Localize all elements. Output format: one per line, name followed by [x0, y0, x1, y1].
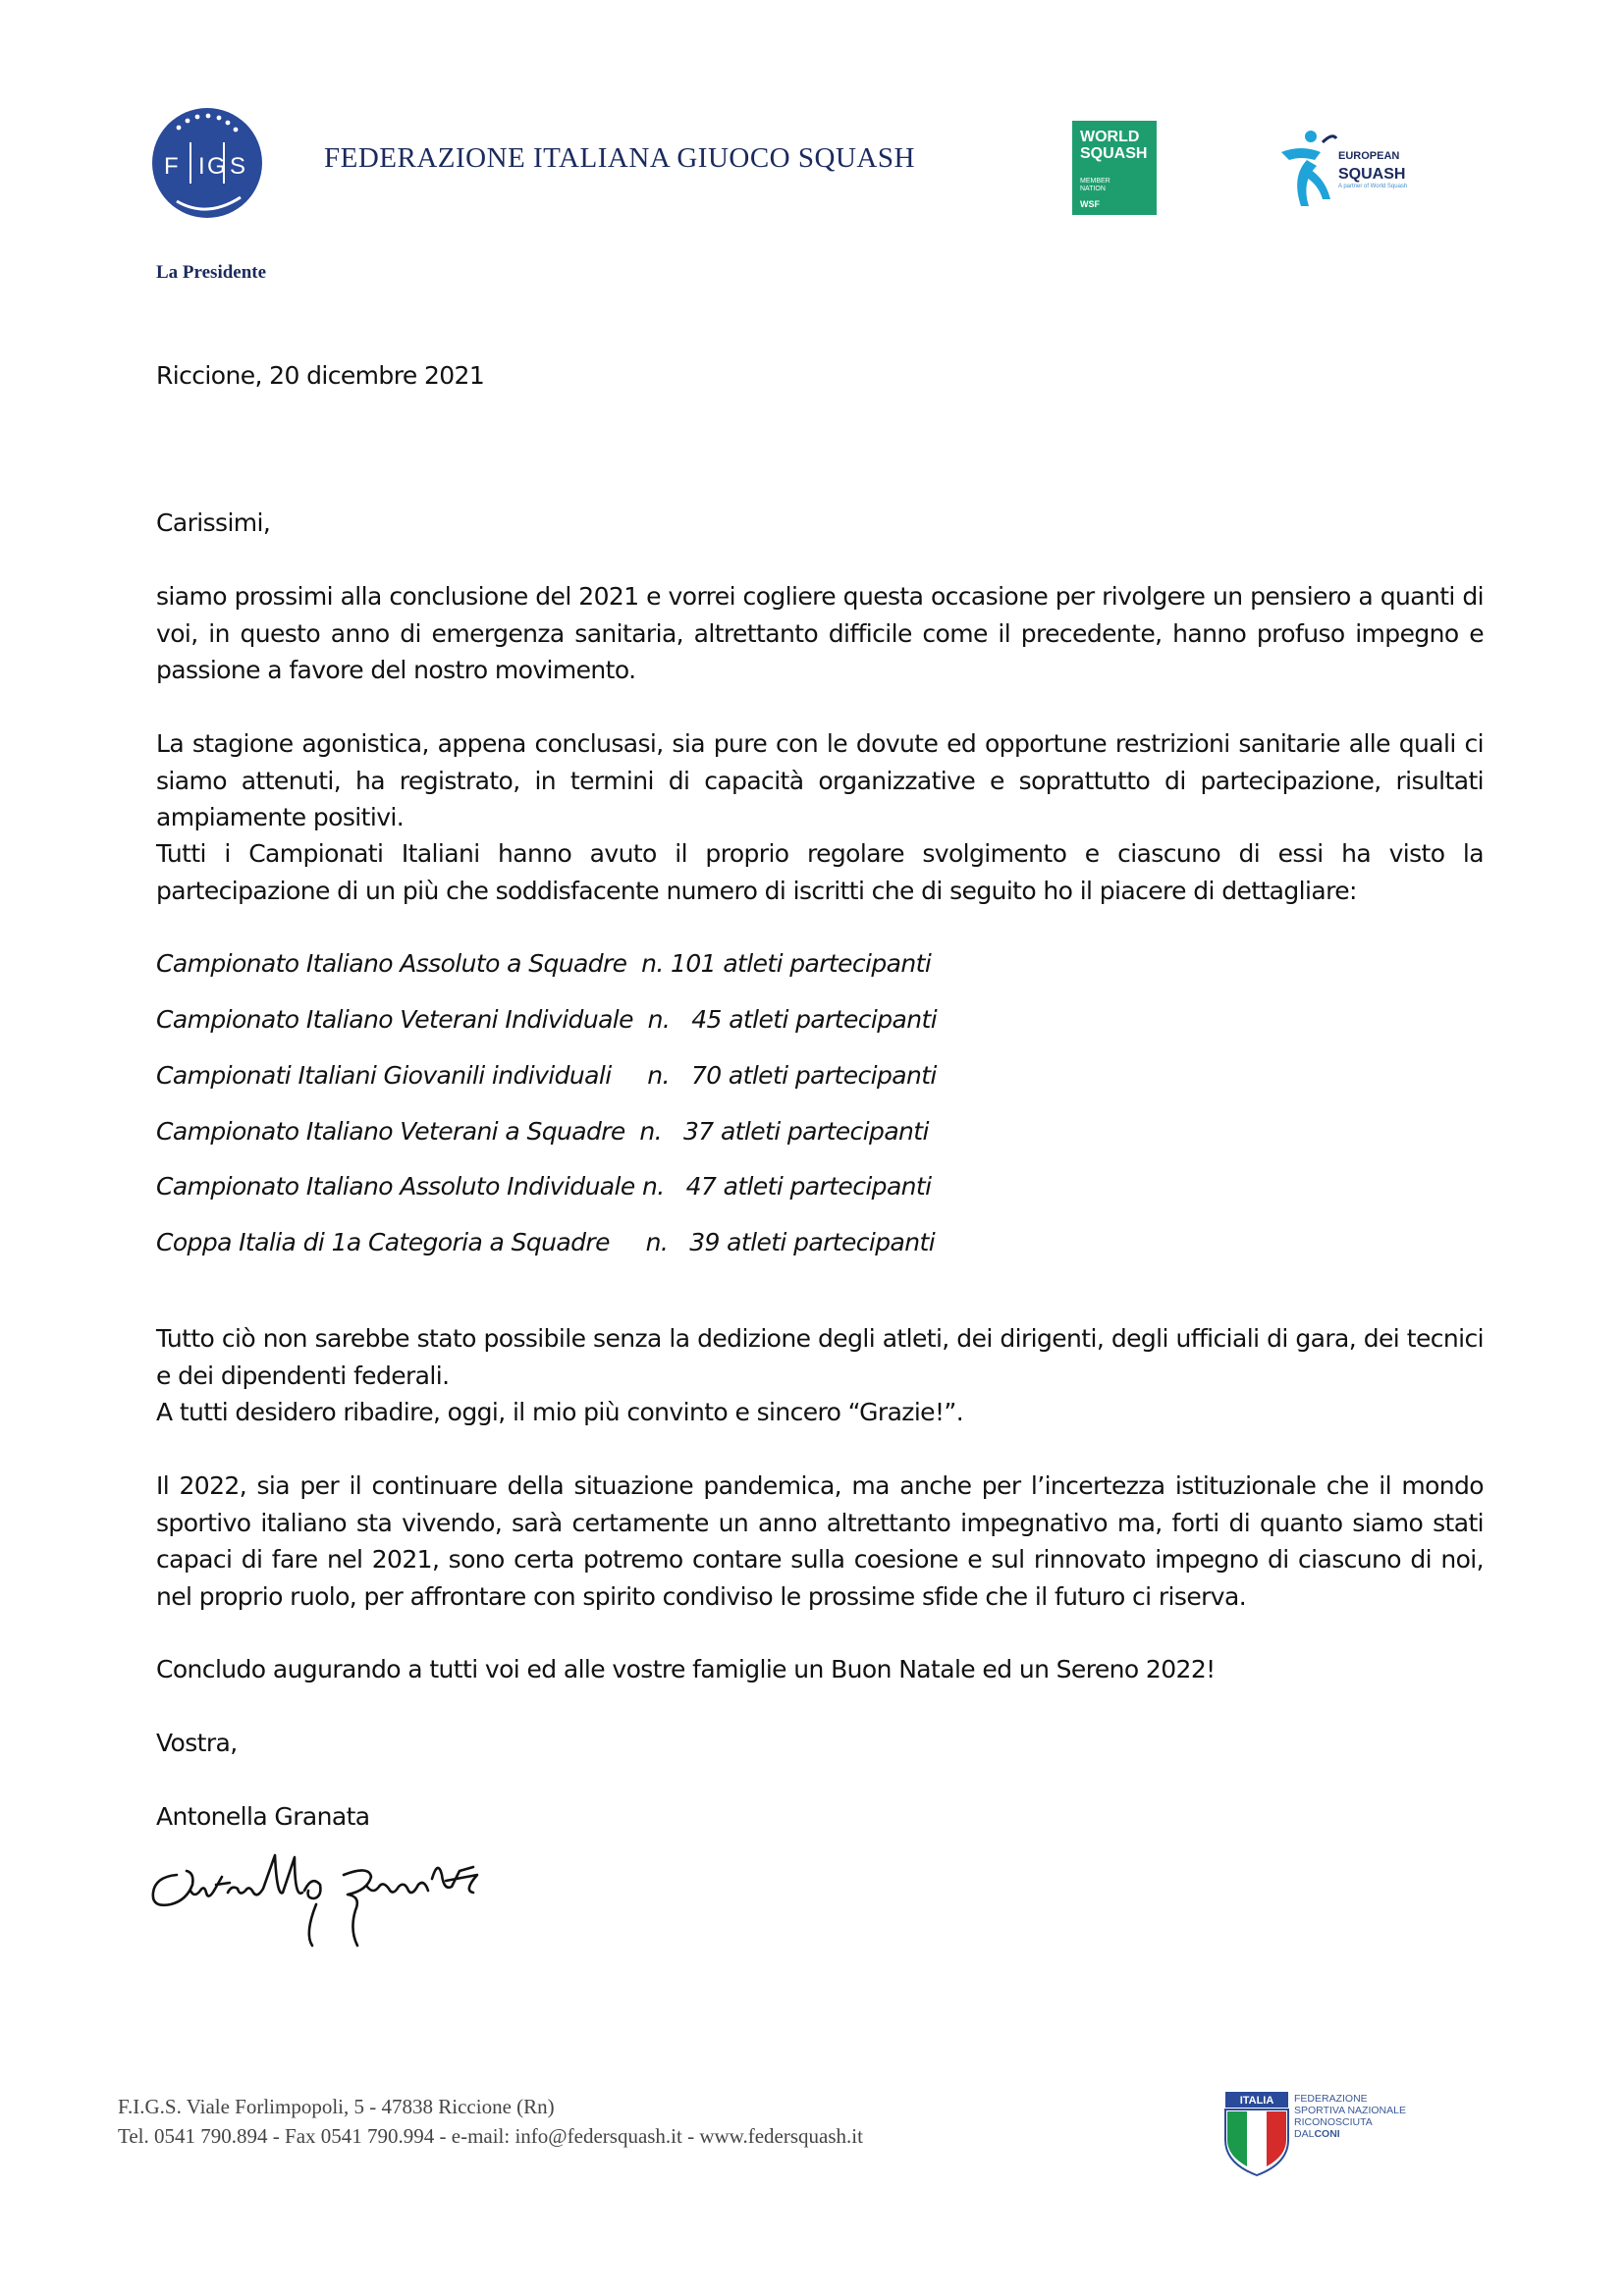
signature-icon	[147, 1836, 511, 1953]
european-squash-figure-icon	[1272, 123, 1340, 211]
svg-text:S: S	[230, 153, 246, 180]
ws-member: MEMBER	[1080, 178, 1110, 185]
coni-line-3: RICONOSCIUTA	[1294, 2116, 1373, 2128]
ws-wsf: WSF	[1080, 199, 1100, 209]
paragraph-4: Tutto ciò non sarebbe stato possibile senza la dedizione degli atleti, dei dirigenti, degli ufficiali di gara, dei tecnici e dei dipendenti federali.	[156, 1324, 1484, 1390]
coni-badge-text: ITALIA	[1239, 2095, 1274, 2107]
es-squash: SQUASH	[1338, 166, 1406, 183]
championship-item: Campionato Italiano Veterani Individuale n. 45 atleti partecipanti	[156, 1005, 938, 1034]
paragraph-5: A tutti desidero ribadire, oggi, il mio più convinto e sincero “Grazie!”.	[156, 1398, 964, 1426]
european-squash-logo-icon	[1272, 123, 1419, 211]
championship-item: Coppa Italia di 1a Categoria a Squadre n. 39 atleti partecipanti	[156, 1228, 936, 1256]
coni-line-1: FEDERAZIONE	[1294, 2093, 1368, 2105]
role-title: La Presidente	[156, 262, 267, 283]
figs-logo-icon	[147, 103, 267, 223]
paragraph-2: La stagione agonistica, appena conclusasi, sia pure con le dovute ed opportune restrizioni sanitarie alle quali ci siamo attenuti, ha registrato, in termini di capacità organizzative e soprattutto di partecipazione, risultati ampiamente positivi.	[156, 729, 1484, 831]
es-partner: A partner of World Squash	[1338, 184, 1408, 189]
letter-date: Riccione, 20 dicembre 2021	[156, 361, 485, 390]
paragraph-3: Tutti i Campionati Italiani hanno avuto il proprio regolare svolgimento e ciascuno di essi ha visto la partecipazione di un più che soddisfacente numero di iscritti che di seguito ho il piacere di dettagliare:	[156, 839, 1484, 905]
letter-salutation: Carissimi,	[156, 508, 271, 537]
ws-nation: NATION	[1080, 186, 1106, 192]
signatory-name: Antonella Granata	[156, 1802, 370, 1831]
letter-closing: Vostra,	[156, 1729, 238, 1757]
coni-line-4-prefix: DAL	[1294, 2128, 1315, 2140]
coni-line-4-bold: CONI	[1314, 2128, 1340, 2140]
footer-address: F.I.G.S. Viale Forlimpopoli, 5 - 47838 Riccione (Rn)	[118, 2095, 555, 2118]
paragraph-6: Il 2022, sia per il continuare della situazione pandemica, ma anche per l’incertezza istituzionale che il mondo sportivo italiano sta vivendo, sarà certamente un anno altrettanto impegnativo ma, forti di quanto siamo stati capaci di fare nel 2021, sono certa potremo contare sulla coesione e sul rinnovato impegno di ciascuno di noi, nel proprio ruolo, per affrontare con spirito condiviso le prossime sfide che il futuro ci riserva.	[156, 1471, 1484, 1611]
championship-item: Campionati Italiani Giovanili individuali n. 70 atleti partecipanti	[156, 1061, 937, 1090]
championship-item: Campionato Italiano Veterani a Squadre n. 37 atleti partecipanti	[156, 1117, 929, 1146]
ws-word-2: SQUASH	[1080, 145, 1148, 162]
championship-item: Campionato Italiano Assoluto a Squadre n. 101 atleti partecipanti	[156, 949, 932, 978]
footer-contacts: Tel. 0541 790.894 - Fax 0541 790.994 - e-mail: info@federsquash.it - www.federsquash.it	[118, 2124, 863, 2148]
svg-text:F: F	[164, 153, 179, 180]
paragraph-1: siamo prossimi alla conclusione del 2021 e vorrei cogliere questa occasione per rivolgere un pensiero a quanti di voi, in questo anno di emergenza sanitaria, altrettanto difficile come il precedente, hanno profuso impegno e passione a favore del nostro movimento.	[156, 582, 1484, 684]
federation-name: FEDERAZIONE ITALIANA GIUOCO SQUASH	[324, 142, 915, 174]
paragraph-7: Concludo augurando a tutti voi ed alle vostre famiglie un Buon Natale ed un Sereno 2022!	[156, 1655, 1216, 1683]
world-squash-logo-icon	[1072, 121, 1157, 215]
coni-recognition-text	[1294, 2093, 1441, 2140]
coni-line-2: SPORTIVA NAZIONALE	[1294, 2105, 1406, 2116]
championship-item: Campionato Italiano Assoluto Individuale n. 47 atleti partecipanti	[156, 1172, 932, 1201]
ws-word-1: WORLD	[1080, 129, 1140, 145]
svg-text:I: I	[198, 153, 205, 180]
svg-text:G: G	[207, 153, 226, 180]
es-european: EUROPEAN	[1338, 150, 1400, 162]
coni-italia-shield-icon	[1222, 2089, 1291, 2177]
